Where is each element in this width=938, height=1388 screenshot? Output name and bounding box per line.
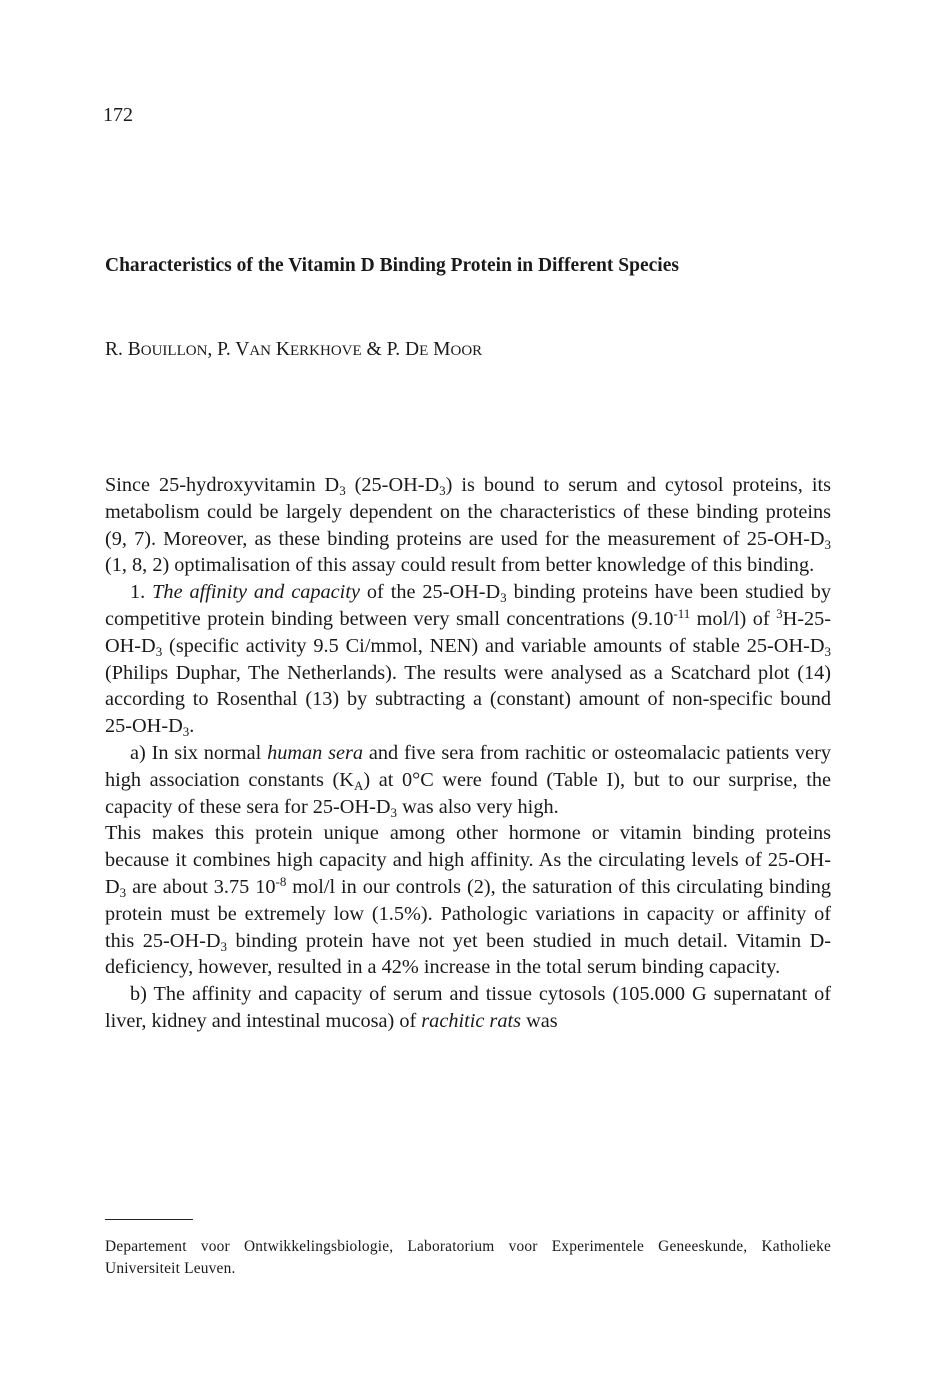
paragraph-rachitic-rats: b) The affinity and capacity of serum and tissue cytosols (105.000 G supernatant of liver, kidney and intestinal mucosa) of rachitic rats was [105, 983, 831, 1032]
page-number: 172 [103, 104, 133, 126]
paragraph-protein-unique: This makes this protein unique among other hormone or vitamin binding proteins because it combines high capacity and high affinity. As the circulating levels of $25-OH-D_3$ are about 3.75 $10^{-8}$ mol/l in our controls (2), the saturation of this circulating binding protein must be extremely low (1.5%). Pathologic variations in capacity or affinity of this $25-OH-D_3$ binding protein have not yet been studied in much detail. Vitamin D-deficiency, however, resulted in a 42% increase in the total serum binding capacity. [105, 822, 831, 979]
paragraph-intro: Since 25-hydroxyvitamin $D_3$ $(25-OH-D_3)$ is bound to serum and cytosol proteins, its metabolism could be largely dependent on the characteristics of these binding proteins (9, 7). Moreover, as these binding proteins are used for the measurement of $25-OH-D_3$ (1, 8, 2) optimalisation of this assay could result from better knowledge of this binding. [105, 474, 831, 577]
affiliation-footnote: Departement voor Ontwikkelingsbiologie, Laboratorium voor Experimentele Geneeskunde, Katholieke Universiteit Leuven. [105, 1238, 831, 1277]
author-line: R. BOUILLON, P. VAN KERKHOVE & P. DE MOOR [105, 339, 483, 360]
paragraph-human-sera: a) In six normal human sera and five sera from rachitic or osteomalacic patients very high association constants $(K_A)$ at 0°C were found (Table I), but to our surprise, the capacity of these sera for $25-OH-D_3$ was also very high. [105, 741, 832, 820]
paragraph-affinity-capacity: 1. The affinity and capacity of the $25-OH-D_3$ binding proteins have been studied by competitive protein binding between very small concentrations ($9.10^{-11}$ mol/l) of $^3H-25-OH-D_3$ (specific activity 9.5 Ci/mmol, NEN) and variable amounts of stable $25-OH-D_3$ (Philips Duphar, The Netherlands). The results were analysed as a Scatchard plot (14) according to Rosenthal (13) by subtracting a (constant) amount of non-specific bound $25-OH-D_3$. [105, 581, 831, 740]
article-title: Characteristics of the Vitamin D Binding Protein in Different Species [105, 255, 679, 276]
article-body [105, 472, 831, 1035]
footnote-divider [105, 1219, 193, 1220]
